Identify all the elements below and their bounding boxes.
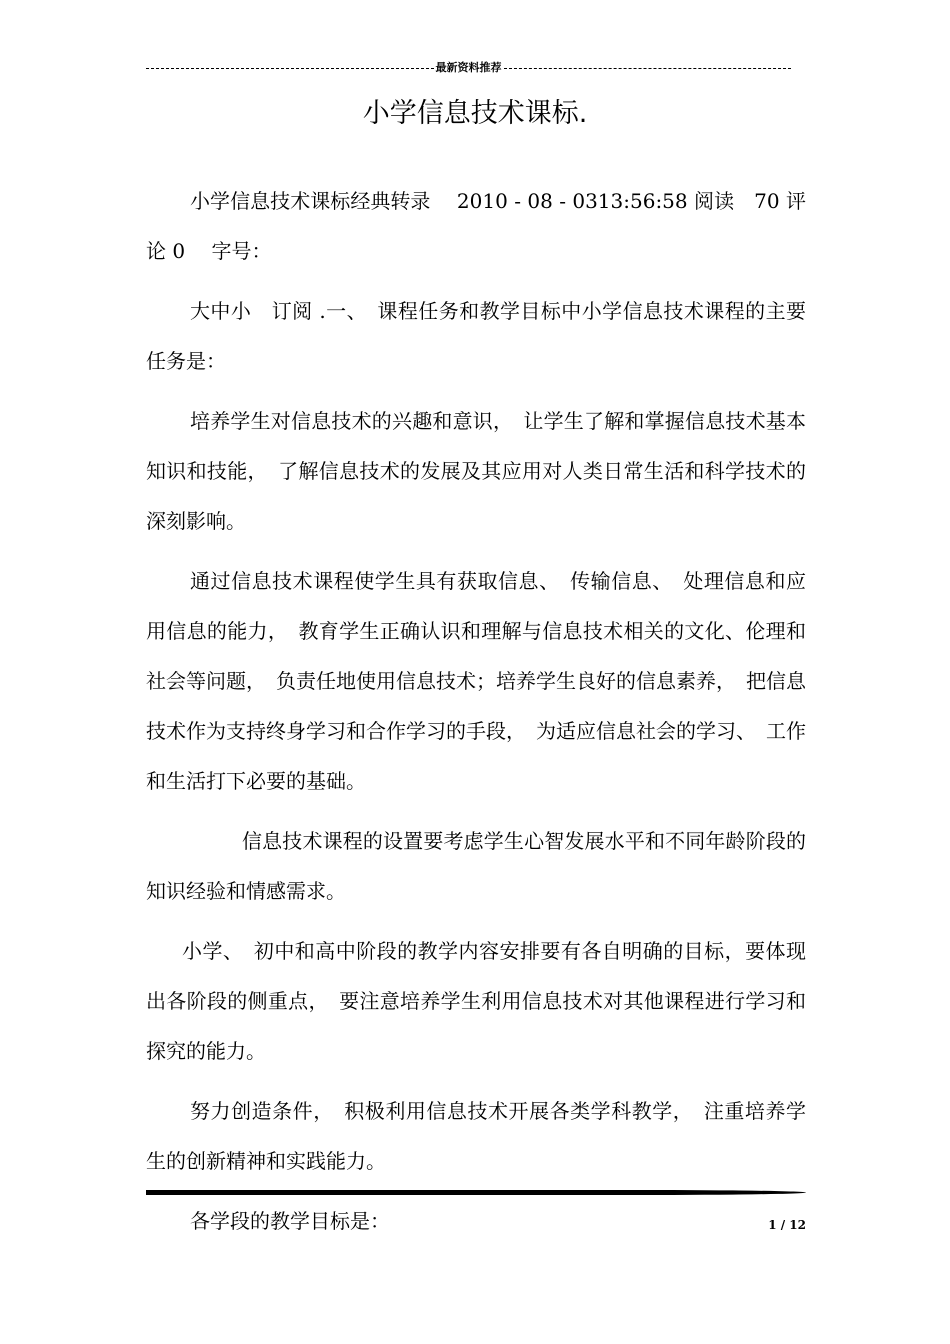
header-dash-left <box>146 68 434 69</box>
paragraph: 培养学生对信息技术的兴趣和意识， 让学生了解和掌握信息技术基本知识和技能， 了解信息技术的发展及其应用对人类日常生活和科学技术的深刻影响。 <box>146 409 806 533</box>
paragraph: 努力创造条件， 积极利用信息技术开展各类学科教学， 注重培养学生的创新精神和实践能力。 <box>146 1099 806 1173</box>
paragraph-section-intro: 大中小 订阅 .一、 课程任务和教学目标中小学信息技术课程的主要任务是： <box>146 299 806 373</box>
page-number: 1 / 12 <box>768 1218 806 1232</box>
header-label: 最新资料推荐 <box>435 61 502 74</box>
header-dash-right <box>504 68 792 69</box>
paragraph-meta: 小学信息技术课标经典转录 2010 - 08 - 0313:56:58 阅读 70 评论 0 字号： <box>146 189 806 263</box>
header-banner <box>146 60 791 76</box>
paragraph: 各学段的教学目标是： <box>190 1209 390 1233</box>
paragraph: 小学、 初中和高中阶段的教学内容安排要有各自明确的目标，要体现出各阶段的侧重点， 要注意培养学生利用信息技术对其他课程进行学习和探究的能力。 <box>146 939 806 1063</box>
footer-rule <box>146 1190 806 1195</box>
paragraph: 通过信息技术课程使学生具有获取信息、 传输信息、 处理信息和应用信息的能力， 教育学生正确认识和理解与信息技术相关的文化、伦理和社会等问题， 负责任地使用信息技术；培养学生良好的信息素养， 把信息技术作为支持终身学习和合作学习的手段， 为适应信息社会的学习、 工作和生活打下必要的基础。 <box>146 569 806 793</box>
document-title: 小学信息技术课标. <box>362 98 588 129</box>
document-body <box>146 176 806 1256</box>
paragraph: 信息技术课程的设置要考虑学生心智发展水平和不同年龄阶段的知识经验和情感需求。 <box>146 829 806 903</box>
